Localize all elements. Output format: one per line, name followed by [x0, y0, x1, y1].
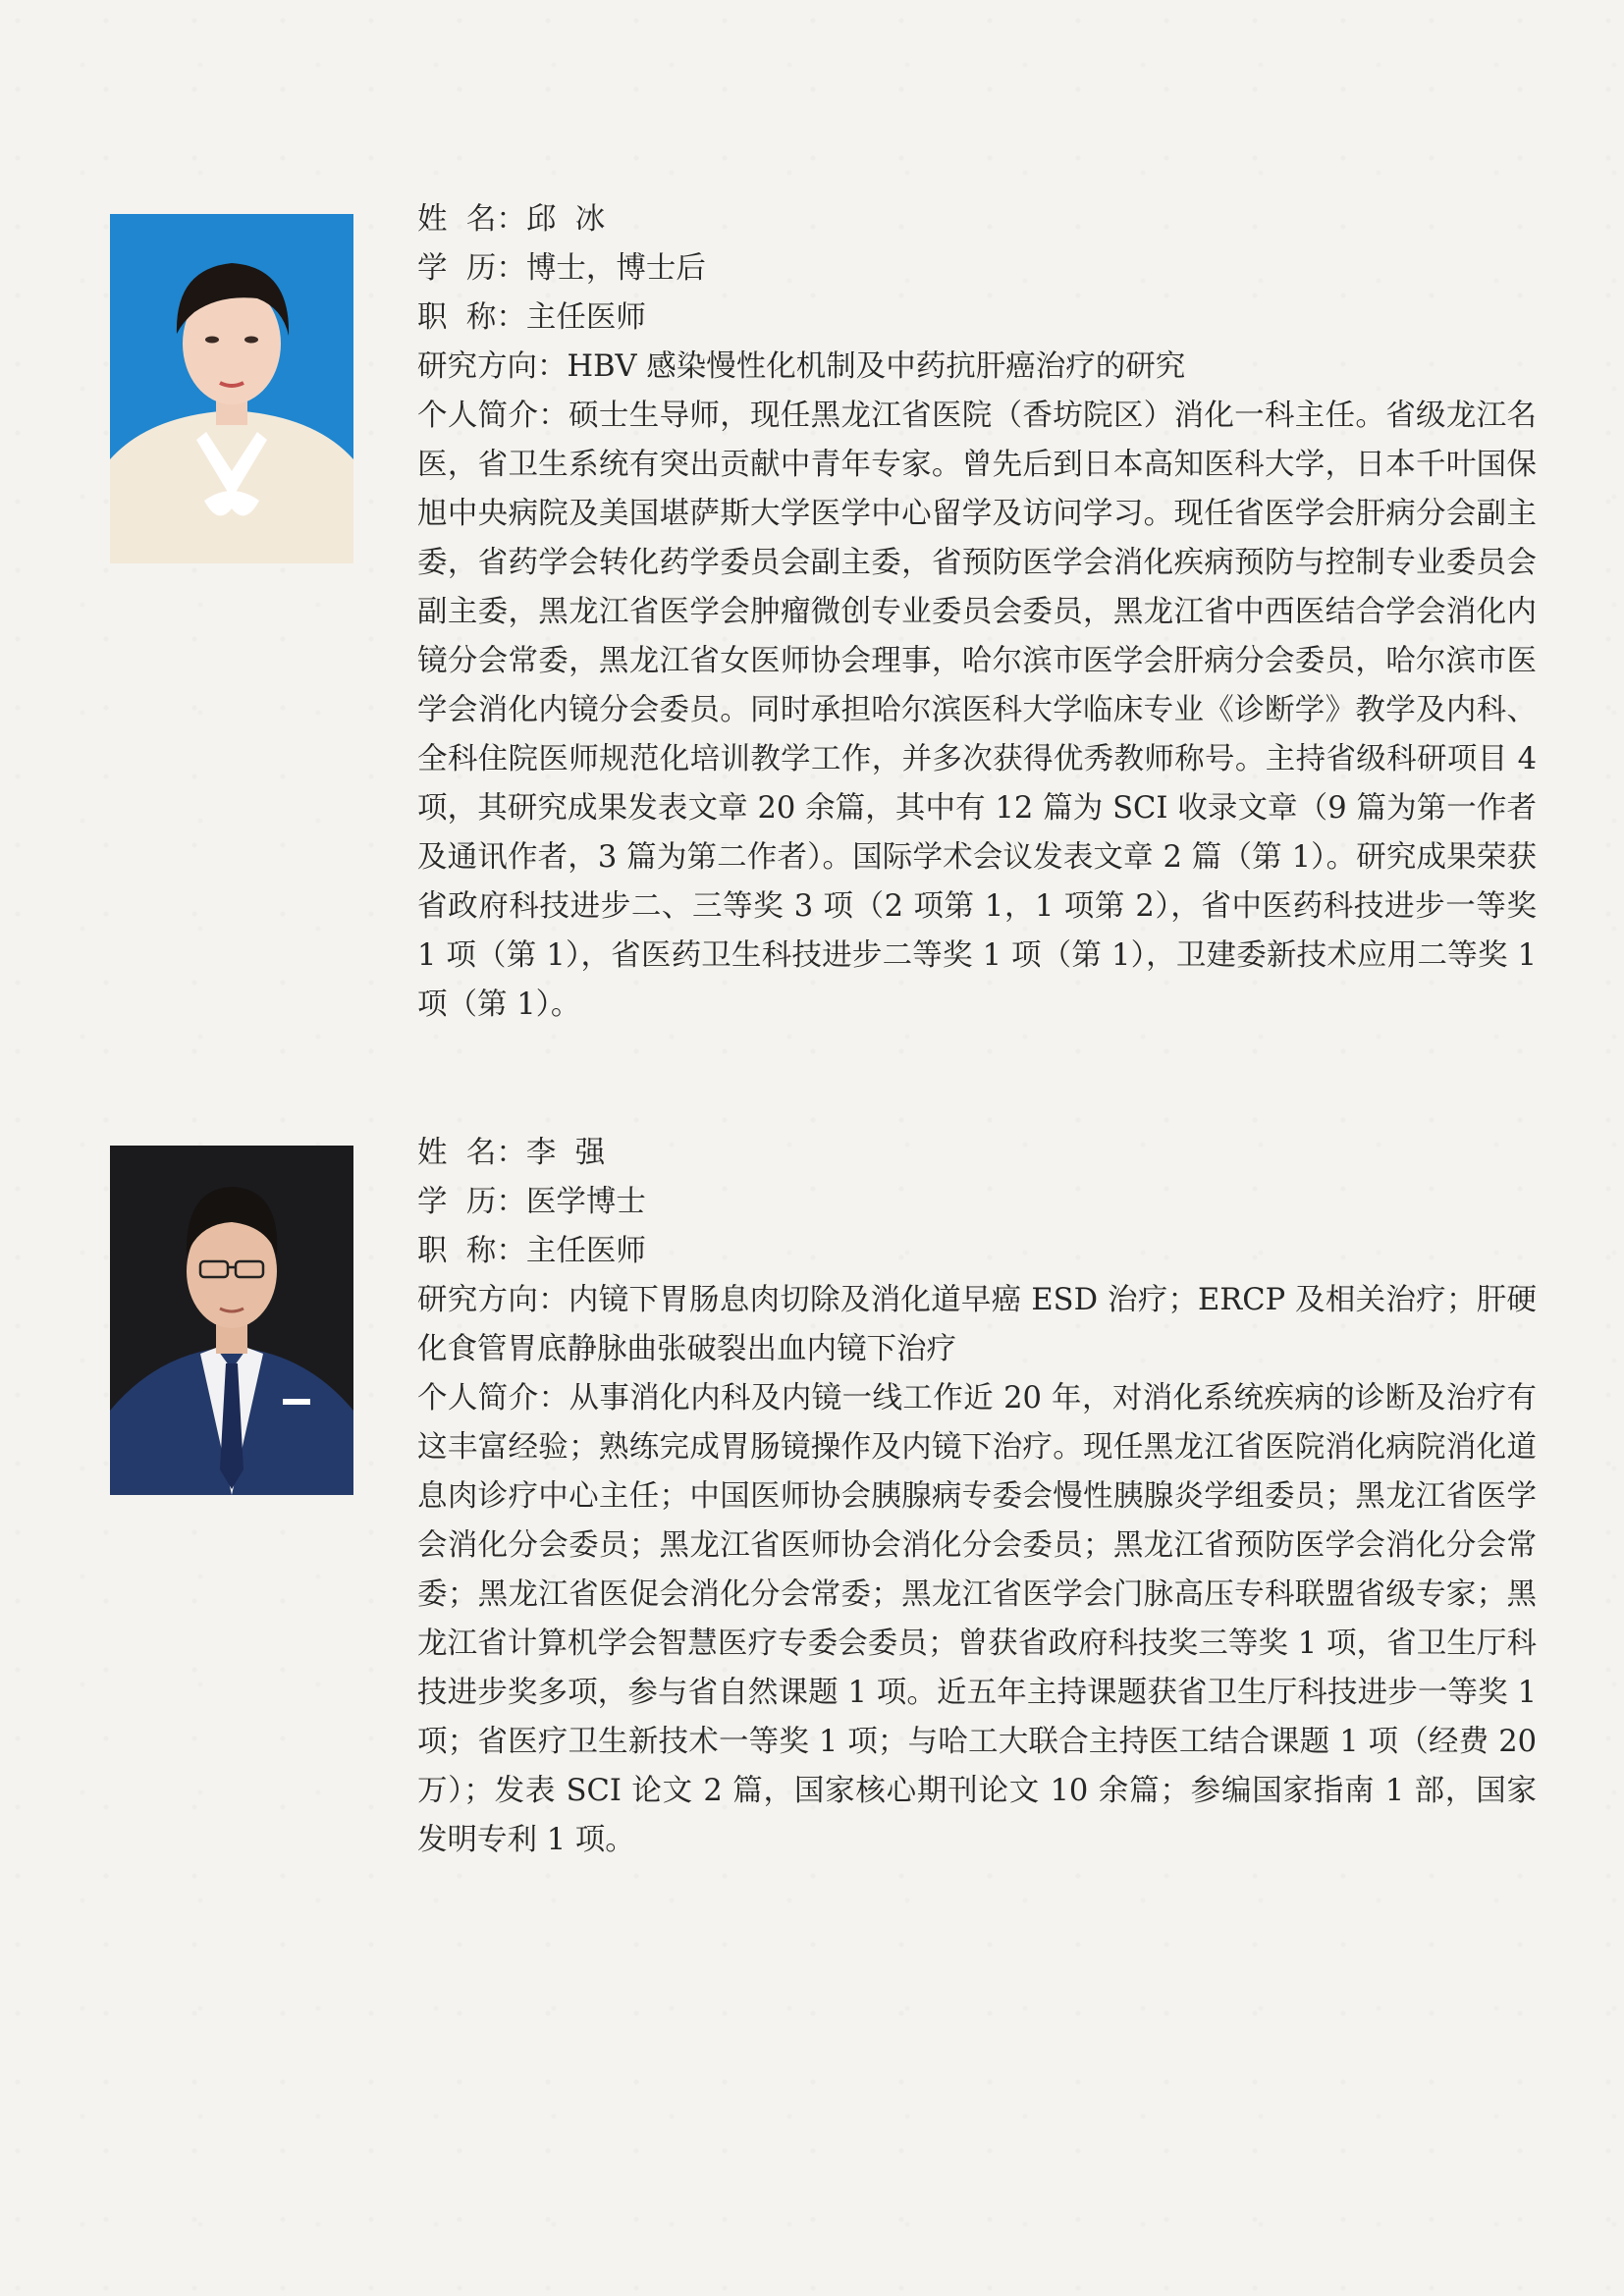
- name-value: 李 强: [525, 1136, 606, 1170]
- research-label: 研究方向：: [417, 349, 568, 384]
- portrait-photo-2: [110, 1146, 353, 1495]
- research-value: 内镜下胃肠息肉切除及消化道早癌 ESD 治疗；ERCP 及相关治疗；肝硬化食管胃底静脉曲张破裂出血内镜下治疗: [417, 1283, 1538, 1366]
- name-row: [417, 195, 1537, 244]
- education-row: [417, 244, 1537, 294]
- name-row: [417, 1129, 1537, 1178]
- title-value: 主任医师: [525, 1234, 646, 1268]
- title-row: [417, 1227, 1537, 1276]
- name-label: 姓 名：: [417, 1136, 526, 1170]
- intro-value: 从事消化内科及内镜一线工作近 20 年，对消化系统疾病的诊断及治疗有这丰富经验；熟练完成胃肠镜操作及内镜下治疗。现任黑龙江省医院消化病院消化道息肉诊疗中心主任；中国医师协会胰腺病专委会慢性胰腺炎学组委员；黑龙江省医学会消化分会委员；黑龙江省医师协会消化分会委员；黑龙江省预防医学会消化分会常委；黑龙江省医促会消化分会常委；黑龙江省医学会门脉高压专科联盟省级专家；黑龙江省计算机学会智慧医疗专委会委员；曾获省政府科技奖三等奖 1 项，省卫生厅科技进步奖多项，参与省自然课题 1 项。近五年主持课题获省卫生厅科技进步一等奖 1 项；省医疗卫生新技术一等奖 1 项；与哈工大联合主持医工结合课题 1 项（经费 20 万）；发表 SCI 论文 2 篇，国家核心期刊论文 10 余篇；参编国家指南 1 部，国家发明专利 1 项。: [417, 1381, 1538, 1857]
- education-value: 医学博士: [525, 1185, 646, 1219]
- intro-label: 个人简介：: [417, 399, 569, 433]
- education-value: 博士，博士后: [525, 251, 706, 286]
- education-row: [417, 1178, 1537, 1227]
- name-value: 邱 冰: [525, 202, 606, 237]
- research-row: [417, 343, 1537, 392]
- intro-value: 硕士生导师，现任黑龙江省医院（香坊院区）消化一科主任。省级龙江名医，省卫生系统有突出贡献中青年专家。曾先后到日本高知医科大学，日本千叶国保旭中央病院及美国堪萨斯大学医学中心留学及访问学习。现任省医学会肝病分会副主委，省药学会转化药学委员会副主委，省预防医学会消化疾病预防与控制专业委员会副主委，黑龙江省医学会肿瘤微创专业委员会委员，黑龙江省中西医结合学会消化内镜分会常委，黑龙江省女医师协会理事，哈尔滨市医学会肝病分会委员，哈尔滨市医学会消化内镜分会委员。同时承担哈尔滨医科大学临床专业《诊断学》教学及内科、全科住院医师规范化培训教学工作，并多次获得优秀教师称号。主持省级科研项目 4 项，其研究成果发表文章 20 余篇，其中有 12 篇为 SCI 收录文章（9 篇为第一作者及通讯作者，3 篇为第二作者）。国际学术会议发表文章 2 篇（第 1）。研究成果荣获省政府科技进步二、三等奖 3 项（2 项第 1，1 项第 2），省中医药科技进步一等奖 1 项（第 1），省医药卫生科技进步二等奖 1 项（第 1），卫建委新技术应用二等奖 1 项（第 1）。: [417, 399, 1538, 1022]
- portrait-image: [110, 1146, 353, 1495]
- title-value: 主任医师: [525, 300, 646, 335]
- education-label: 学 历：: [417, 251, 526, 286]
- portrait-image: [110, 214, 353, 563]
- intro-row: [417, 392, 1537, 1030]
- intro-label: 个人简介：: [417, 1381, 569, 1415]
- profile-info-2: [417, 1129, 1537, 1865]
- research-row: [417, 1276, 1537, 1374]
- title-row: [417, 294, 1537, 343]
- intro-row: [417, 1374, 1537, 1865]
- title-label: 职 称：: [417, 1234, 526, 1268]
- research-label: 研究方向：: [417, 1283, 568, 1317]
- profile-info-1: [417, 195, 1537, 1030]
- name-label: 姓 名：: [417, 202, 526, 237]
- education-label: 学 历：: [417, 1185, 526, 1219]
- portrait-photo-1: [110, 214, 353, 563]
- title-label: 职 称：: [417, 300, 526, 335]
- research-value: HBV 感染慢性化机制及中药抗肝癌治疗的研究: [567, 349, 1186, 384]
